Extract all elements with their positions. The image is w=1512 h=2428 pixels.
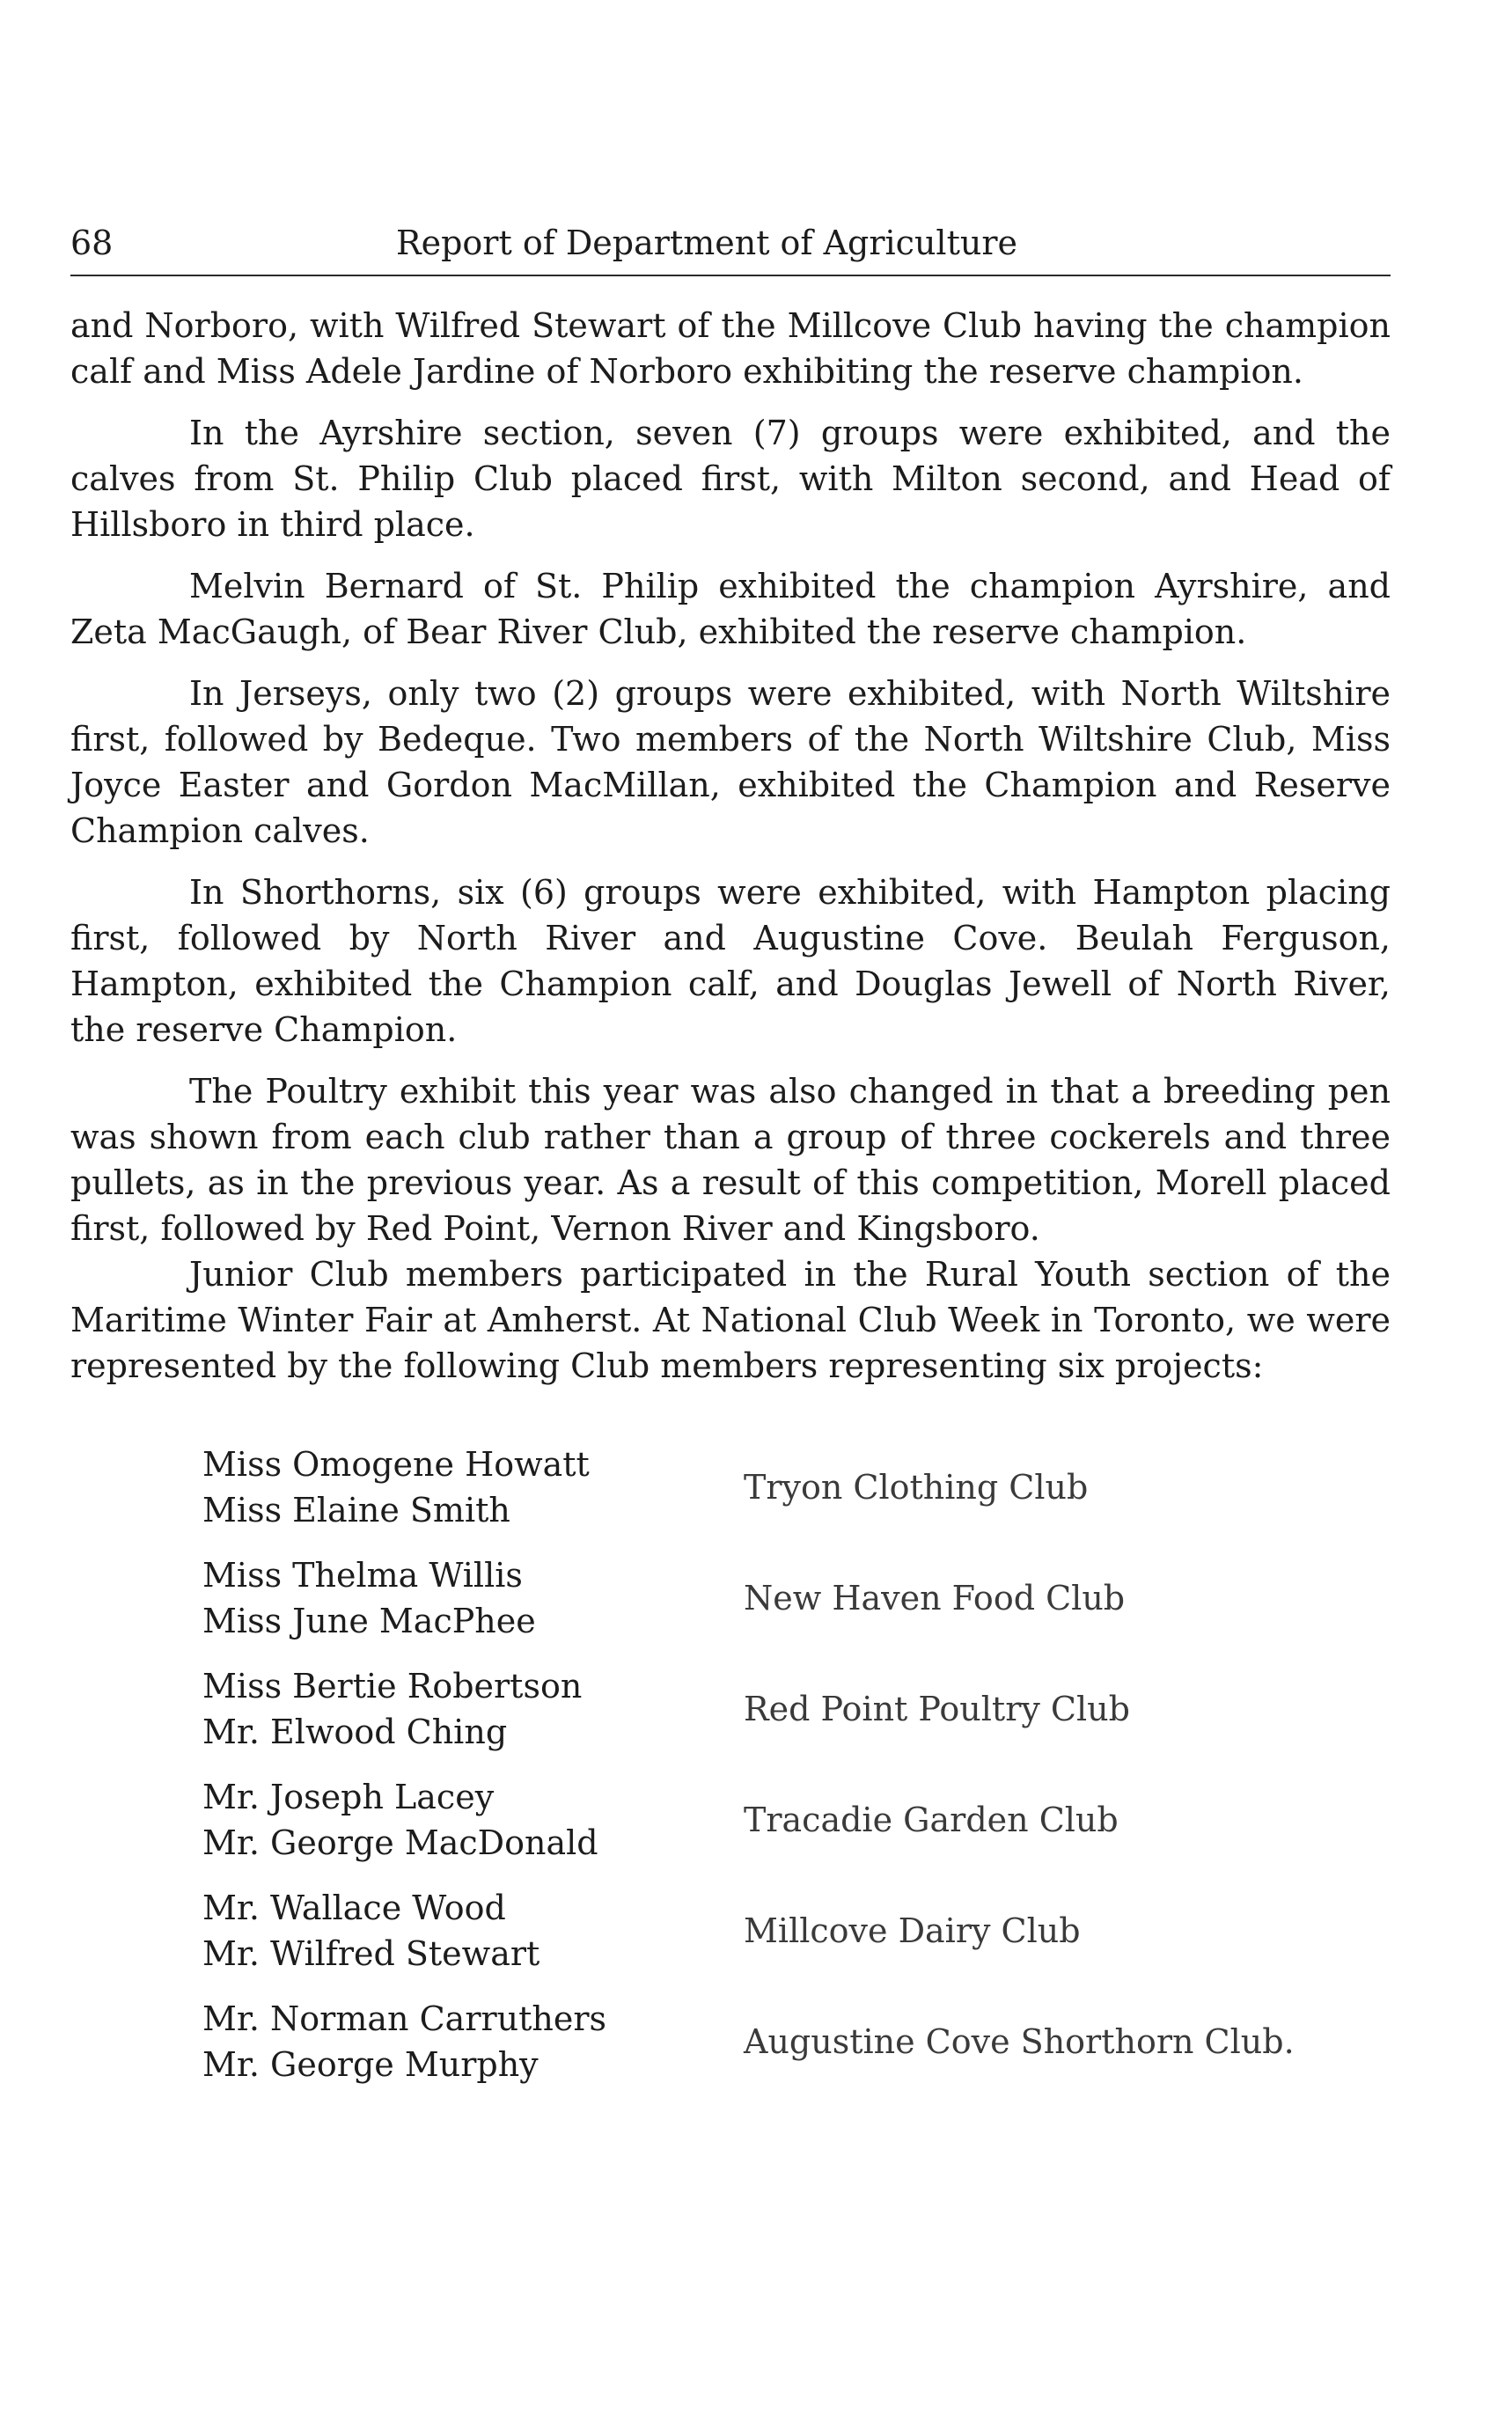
member-name: Miss Thelma Willis [202,1556,523,1595]
member-names [202,1885,744,1977]
member-name: Miss Omogene Howatt [202,1445,590,1484]
club-name: Augustine Cove Shorthorn Club. [744,2022,1295,2061]
list-item [202,1885,1391,1977]
list-item [202,1774,1391,1866]
paragraph: In the Ayrshire section, seven (7) groups were exhibited, and the calves from St. Philip Club placed first, with Milton second, and Head of Hillsboro in third place. [70,414,1391,544]
member-name: Miss June MacPhee [202,1602,536,1640]
club-name: Millcove Dairy Club [744,1911,1081,1950]
member-name: Miss Elaine Smith [202,1491,510,1529]
page-header [70,211,1391,276]
paragraph: The Poultry exhibit this year was also changed in that a breeding pen was shown from each club rather than a group of three cockerels and three pullets, as in the previous year. As a result of this competition, Morell placed first, followed by Red Point, Vernon River and Kingsboro. [70,1072,1391,1248]
paragraph: Melvin Bernard of St. Philip exhibited the champion Ayrshire, and Zeta MacGaugh, of Bear River Club, exhibited the reserve champion. [70,567,1391,651]
member-name: Mr. Norman Carruthers [202,1999,607,2038]
list-item [202,1996,1391,2087]
member-name: Mr. Wilfred Stewart [202,1934,540,1973]
page-number: 68 [70,224,114,262]
member-name: Mr. George MacDonald [202,1823,598,1862]
representatives-list [202,1441,1391,2087]
list-item [202,1663,1391,1755]
club-name: Tryon Clothing Club [744,1468,1089,1507]
paragraph: and Norboro, with Wilfred Stewart of the Millcove Club having the champion calf and Miss Adele Jardine of Norboro exhibiting the reserve champion. [70,306,1391,391]
list-item [202,1441,1391,1533]
member-names [202,1774,744,1866]
paragraph: Junior Club members participated in the Rural Youth section of the Maritime Winter Fair at Amherst. At National Club Week in Toronto, we were represented by the following Club members representing six projects: [70,1255,1391,1385]
running-title: Report of Department of Agriculture [396,224,1017,262]
paragraph: In Shorthorns, six (6) groups were exhibited, with Hampton placing first, followed by North River and Augustine Cove. Beulah Ferguson, Hampton, exhibited the Champion calf, and Douglas Jewell of North River, the reserve Champion. [70,873,1391,1049]
document-page [70,211,1391,2107]
member-names [202,1552,744,1644]
member-name: Mr. Elwood Ching [202,1713,508,1751]
member-name: Miss Bertie Robertson [202,1667,583,1705]
member-name: Mr. Wallace Wood [202,1889,506,1927]
member-name: Mr. George Murphy [202,2045,539,2084]
club-name: Red Point Poultry Club [744,1690,1130,1728]
paragraph: In Jerseys, only two (2) groups were exhibited, with North Wiltshire first, followed by Bedeque. Two members of the North Wiltshire Club, Miss Joyce Easter and Gordon MacMillan, exhibited the Champion and Reserve Champion calves. [70,674,1391,850]
member-name: Mr. Joseph Lacey [202,1778,495,1816]
club-name: Tracadie Garden Club [744,1801,1119,1839]
list-item [202,1552,1391,1644]
body-text [70,303,1391,1389]
club-name: New Haven Food Club [744,1579,1126,1617]
member-names [202,1663,744,1755]
member-names [202,1996,744,2087]
member-names [202,1441,744,1533]
